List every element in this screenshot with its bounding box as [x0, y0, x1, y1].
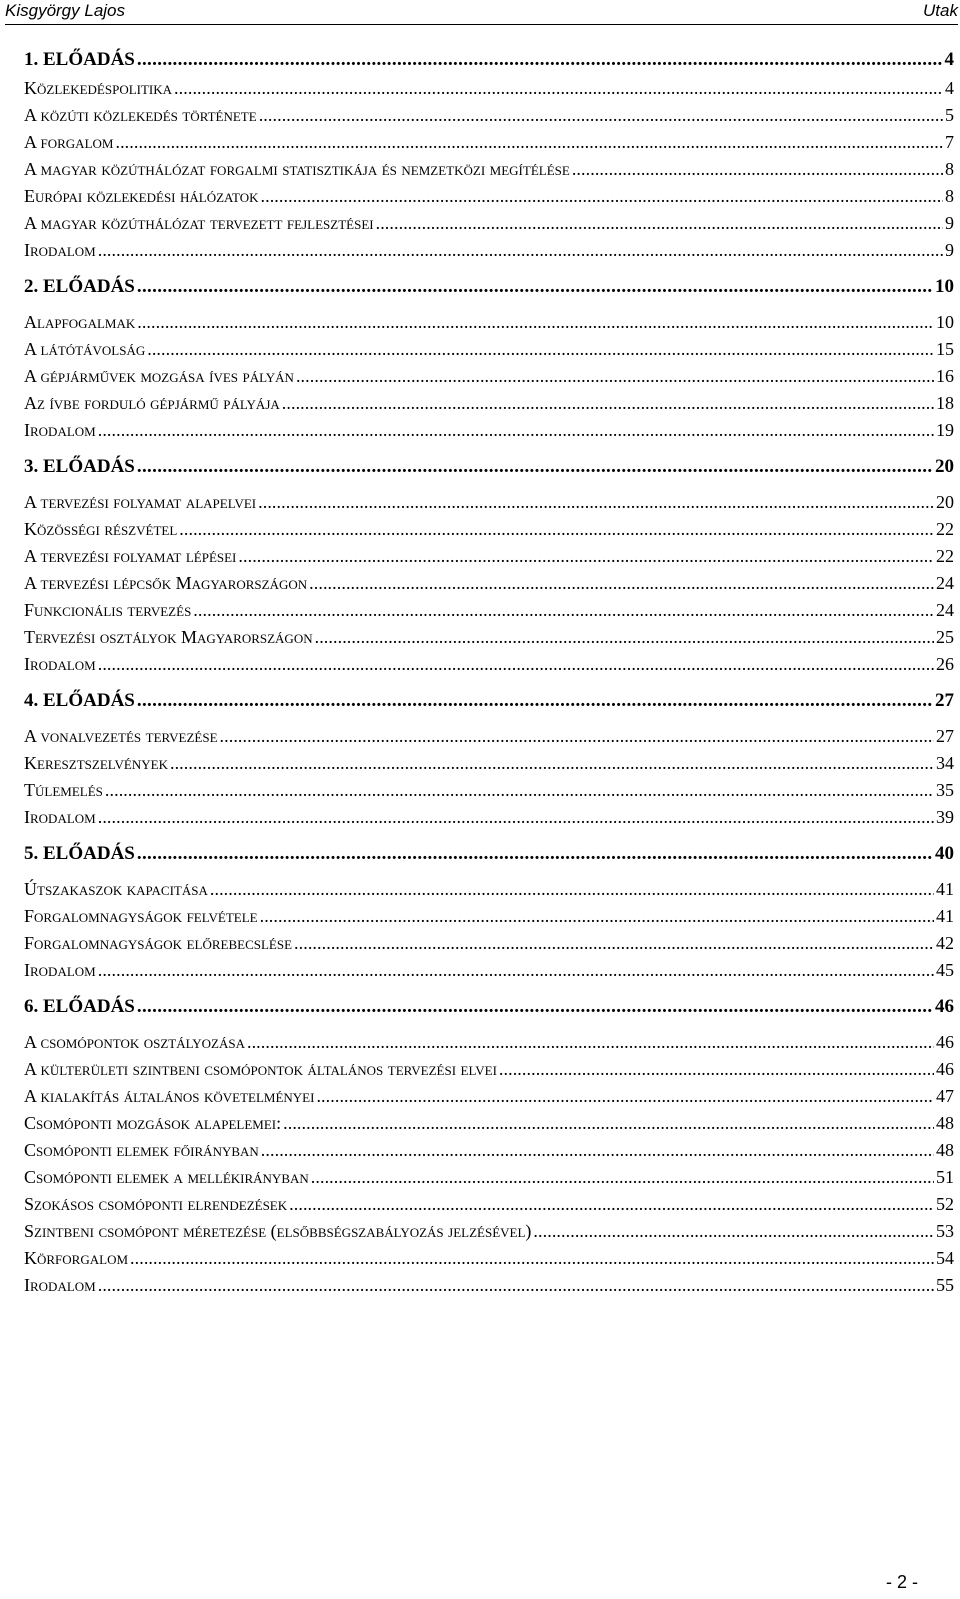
- toc-entry-page: 9: [945, 213, 954, 233]
- dot-leader: [499, 1056, 934, 1083]
- toc-section-entry[interactable]: [24, 651, 954, 678]
- toc-section-entry[interactable]: [24, 723, 954, 750]
- dot-leader: [210, 876, 934, 903]
- toc-entry-title: A gépjárművek mozgása íves pályán: [24, 366, 294, 386]
- dot-leader: [98, 957, 934, 984]
- toc-entry-page: 46: [936, 1059, 954, 1079]
- toc-chapter-entry[interactable]: [24, 678, 954, 723]
- dot-leader: [98, 237, 943, 264]
- toc-entry-title: Körforgalom: [24, 1248, 129, 1268]
- toc-section-entry[interactable]: [24, 1272, 954, 1299]
- toc-section-entry[interactable]: [24, 516, 954, 543]
- dot-leader: [294, 930, 934, 957]
- toc-section-entry[interactable]: [24, 597, 954, 624]
- toc-entry-page: 27: [936, 726, 954, 746]
- toc-entry-page: 22: [936, 519, 954, 539]
- toc-section-entry[interactable]: [24, 390, 954, 417]
- toc-section-entry[interactable]: [24, 1110, 954, 1137]
- toc-entry-page: 18: [936, 393, 954, 413]
- dot-leader: [137, 984, 933, 1029]
- toc-section-entry[interactable]: [24, 1245, 954, 1272]
- toc-entry-page: 34: [936, 753, 954, 773]
- toc-entry-page: 24: [936, 600, 954, 620]
- toc-entry-title: Szintbeni csomópont méretezése (elsőbbségszabályozás jelzésével): [24, 1221, 532, 1241]
- header-subject: Utak: [923, 1, 958, 20]
- toc-section-entry[interactable]: [24, 957, 954, 984]
- toc-entry-page: 46: [935, 996, 954, 1017]
- toc-entry-title: Közösségi részvétel: [24, 519, 178, 539]
- toc-section-entry[interactable]: [24, 1083, 954, 1110]
- toc-entry-title: A külterületi szintbeni csomópontok általános tervezési elvei: [24, 1059, 497, 1079]
- toc-chapter-entry[interactable]: [24, 264, 954, 309]
- dot-leader: [179, 516, 934, 543]
- toc-section-entry[interactable]: [24, 237, 954, 264]
- toc-entry-title: Csomóponti mozgások alapelemei:: [24, 1113, 282, 1133]
- toc-entry-title: A magyar közúthálózat tervezett fejlesztései: [24, 213, 374, 233]
- toc-entry-page: 54: [936, 1248, 954, 1268]
- toc-section-entry[interactable]: [24, 1218, 954, 1245]
- toc-entry-title: Irodalom: [24, 420, 96, 440]
- toc-section-entry[interactable]: [24, 75, 954, 102]
- toc-chapter-entry[interactable]: [24, 831, 954, 876]
- toc-entry-page: 41: [936, 906, 954, 926]
- toc-entry-page: 10: [936, 312, 954, 332]
- toc-entry-page: 8: [945, 159, 954, 179]
- toc-entry-title: A csomópontok osztályozása: [24, 1032, 245, 1052]
- dot-leader: [533, 1218, 934, 1245]
- toc-section-entry[interactable]: [24, 750, 954, 777]
- toc-entry-page: 8: [945, 186, 954, 206]
- page-number-footer: [0, 1572, 940, 1593]
- toc-entry-title: Forgalomnagyságok előrebecslése: [24, 933, 293, 953]
- toc-entry-page: 52: [936, 1194, 954, 1214]
- dot-leader: [105, 777, 934, 804]
- toc-entry-title: A forgalom: [24, 132, 114, 152]
- toc-entry-title: 3. ELŐADÁS: [24, 456, 135, 477]
- toc-entry-title: Forgalomnagyságok felvétele: [24, 906, 258, 926]
- dot-leader: [137, 264, 933, 309]
- toc-entry-page: 46: [936, 1032, 954, 1052]
- toc-entry-title: 1. ELŐADÁS: [24, 49, 135, 70]
- dot-leader: [260, 903, 934, 930]
- dot-leader: [130, 1245, 934, 1272]
- toc-entry-page: 35: [936, 780, 954, 800]
- toc-entry-title: Szokásos csomóponti elrendezések: [24, 1194, 288, 1214]
- dot-leader: [259, 102, 943, 129]
- dot-leader: [98, 1272, 934, 1299]
- dot-leader: [261, 183, 944, 210]
- toc-entry-title: Útszakaszok kapacitása: [24, 879, 208, 899]
- dot-leader: [220, 723, 934, 750]
- toc-entry-title: A magyar közúthálózat forgalmi statisztikája és nemzetközi megítélése: [24, 159, 570, 179]
- running-header: [5, 0, 958, 25]
- toc-entry-title: A látótávolság: [24, 339, 146, 359]
- toc-entry-title: Közlekedéspolitika: [24, 78, 173, 98]
- toc-entry-page: 5: [945, 105, 954, 125]
- toc-entry-page: 42: [936, 933, 954, 953]
- toc-entry-title: A közúti közlekedés története: [24, 105, 257, 125]
- toc-section-entry[interactable]: [24, 156, 954, 183]
- toc-section-entry[interactable]: [24, 417, 954, 444]
- toc-entry-title: Irodalom: [24, 1275, 96, 1295]
- dot-leader: [147, 336, 934, 363]
- header-author: Kisgyörgy Lajos: [5, 1, 126, 20]
- dot-leader: [115, 129, 943, 156]
- toc-entry-page: 20: [936, 492, 954, 512]
- toc-entry-page: 4: [945, 78, 954, 98]
- toc-entry-title: A kialakítás általános követelményei: [24, 1086, 315, 1106]
- dot-leader: [283, 1110, 934, 1137]
- toc-entry-page: 15: [936, 339, 954, 359]
- toc-entry-page: 40: [935, 843, 954, 864]
- toc-section-entry[interactable]: [24, 876, 954, 903]
- dot-leader: [193, 597, 934, 624]
- dot-leader: [572, 156, 943, 183]
- toc-section-entry[interactable]: [24, 804, 954, 831]
- toc-entry-title: A tervezési lépcsők Magyarországon: [24, 573, 308, 593]
- toc-entry-page: 25: [936, 627, 954, 647]
- toc-entry-title: Csomóponti elemek a mellékirányban: [24, 1167, 309, 1187]
- toc-section-entry[interactable]: [24, 129, 954, 156]
- toc-entry-page: 19: [936, 420, 954, 440]
- toc-entry-page: 51: [936, 1167, 954, 1187]
- toc-entry-title: A tervezési folyamat alapelvei: [24, 492, 257, 512]
- toc-entry-page: 45: [936, 960, 954, 980]
- toc-section-entry[interactable]: [24, 903, 954, 930]
- dot-leader: [282, 390, 934, 417]
- toc-entry-page: 41: [936, 879, 954, 899]
- dot-leader: [311, 1164, 934, 1191]
- toc-entry-title: 5. ELŐADÁS: [24, 843, 135, 864]
- toc-entry-title: 6. ELŐADÁS: [24, 996, 135, 1017]
- dot-leader: [170, 750, 934, 777]
- toc-entry-page: 48: [936, 1113, 954, 1133]
- toc-chapter-entry[interactable]: [24, 44, 954, 75]
- dot-leader: [296, 363, 934, 390]
- toc-entry-title: Csomóponti elemek főirányban: [24, 1140, 259, 1160]
- toc-entry-page: 48: [936, 1140, 954, 1160]
- toc-entry-title: Irodalom: [24, 960, 96, 980]
- toc-entry-title: Irodalom: [24, 807, 96, 827]
- toc-entry-title: Túlemelés: [24, 780, 103, 800]
- toc-entry-title: Európai közlekedési hálózatok: [24, 186, 259, 206]
- toc-entry-title: Keresztszelvények: [24, 753, 168, 773]
- dot-leader: [238, 543, 934, 570]
- toc-entry-page: 22: [936, 546, 954, 566]
- toc-entry-title: Irodalom: [24, 654, 96, 674]
- toc-section-entry[interactable]: [24, 210, 954, 237]
- toc-entry-title: 4. ELŐADÁS: [24, 690, 135, 711]
- toc-section-entry[interactable]: [24, 624, 954, 651]
- dot-leader: [316, 1083, 934, 1110]
- toc-entry-page: 53: [936, 1221, 954, 1241]
- toc-section-entry[interactable]: [24, 570, 954, 597]
- toc-entry-title: Az ívbe forduló gépjármű pályája: [24, 393, 280, 413]
- toc-entry-page: 9: [945, 240, 954, 260]
- dot-leader: [137, 444, 933, 489]
- toc-entry-page: 55: [936, 1275, 954, 1295]
- toc-section-entry[interactable]: [24, 102, 954, 129]
- toc-entry-page: 47: [936, 1086, 954, 1106]
- toc-section-entry[interactable]: [24, 363, 954, 390]
- toc-entry-page: 10: [935, 276, 954, 297]
- dot-leader: [98, 417, 934, 444]
- dot-leader: [137, 309, 934, 336]
- toc-section-entry[interactable]: [24, 543, 954, 570]
- toc-entry-title: Funkcionális tervezés: [24, 600, 192, 620]
- dot-leader: [98, 651, 934, 678]
- toc-section-entry[interactable]: [24, 1056, 954, 1083]
- toc-entry-page: 24: [936, 573, 954, 593]
- toc-entry-title: Tervezési osztályok Magyarországon: [24, 627, 313, 647]
- toc-section-entry[interactable]: [24, 930, 954, 957]
- dot-leader: [258, 489, 934, 516]
- toc-entry-page: 20: [935, 456, 954, 477]
- toc-section-entry[interactable]: [24, 336, 954, 363]
- toc-chapter-entry[interactable]: [24, 444, 954, 489]
- dot-leader: [137, 678, 933, 723]
- toc-entry-title: A vonalvezetés tervezése: [24, 726, 218, 746]
- toc-entry-page: 39: [936, 807, 954, 827]
- dot-leader: [174, 75, 943, 102]
- toc-entry-title: Irodalom: [24, 240, 96, 260]
- dot-leader: [309, 570, 934, 597]
- toc-entry-page: 16: [936, 366, 954, 386]
- toc-entry-title: 2. ELŐADÁS: [24, 276, 135, 297]
- toc-section-entry[interactable]: [24, 309, 954, 336]
- toc-section-entry[interactable]: [24, 1164, 954, 1191]
- dot-leader: [289, 1191, 934, 1218]
- dot-leader: [261, 1137, 934, 1164]
- toc-section-entry[interactable]: [24, 1029, 954, 1056]
- toc-section-entry[interactable]: [24, 489, 954, 516]
- dot-leader: [98, 804, 934, 831]
- toc-entry-title: Alapfogalmak: [24, 312, 136, 332]
- dot-leader: [137, 831, 933, 876]
- toc-section-entry[interactable]: [24, 1137, 954, 1164]
- toc-entry-page: 26: [936, 654, 954, 674]
- toc-entry-title: A tervezési folyamat lépései: [24, 546, 237, 566]
- toc-section-entry[interactable]: [24, 183, 954, 210]
- table-of-contents: [24, 44, 954, 1299]
- dot-leader: [376, 210, 943, 237]
- toc-entry-page: 27: [935, 690, 954, 711]
- toc-entry-page: 4: [944, 49, 954, 70]
- page-number: - 2 -: [885, 1572, 918, 1592]
- dot-leader: [315, 624, 934, 651]
- dot-leader: [247, 1029, 934, 1056]
- toc-entry-page: 7: [945, 132, 954, 152]
- toc-section-entry[interactable]: [24, 777, 954, 804]
- toc-chapter-entry[interactable]: [24, 984, 954, 1029]
- toc-section-entry[interactable]: [24, 1191, 954, 1218]
- dot-leader: [137, 44, 943, 75]
